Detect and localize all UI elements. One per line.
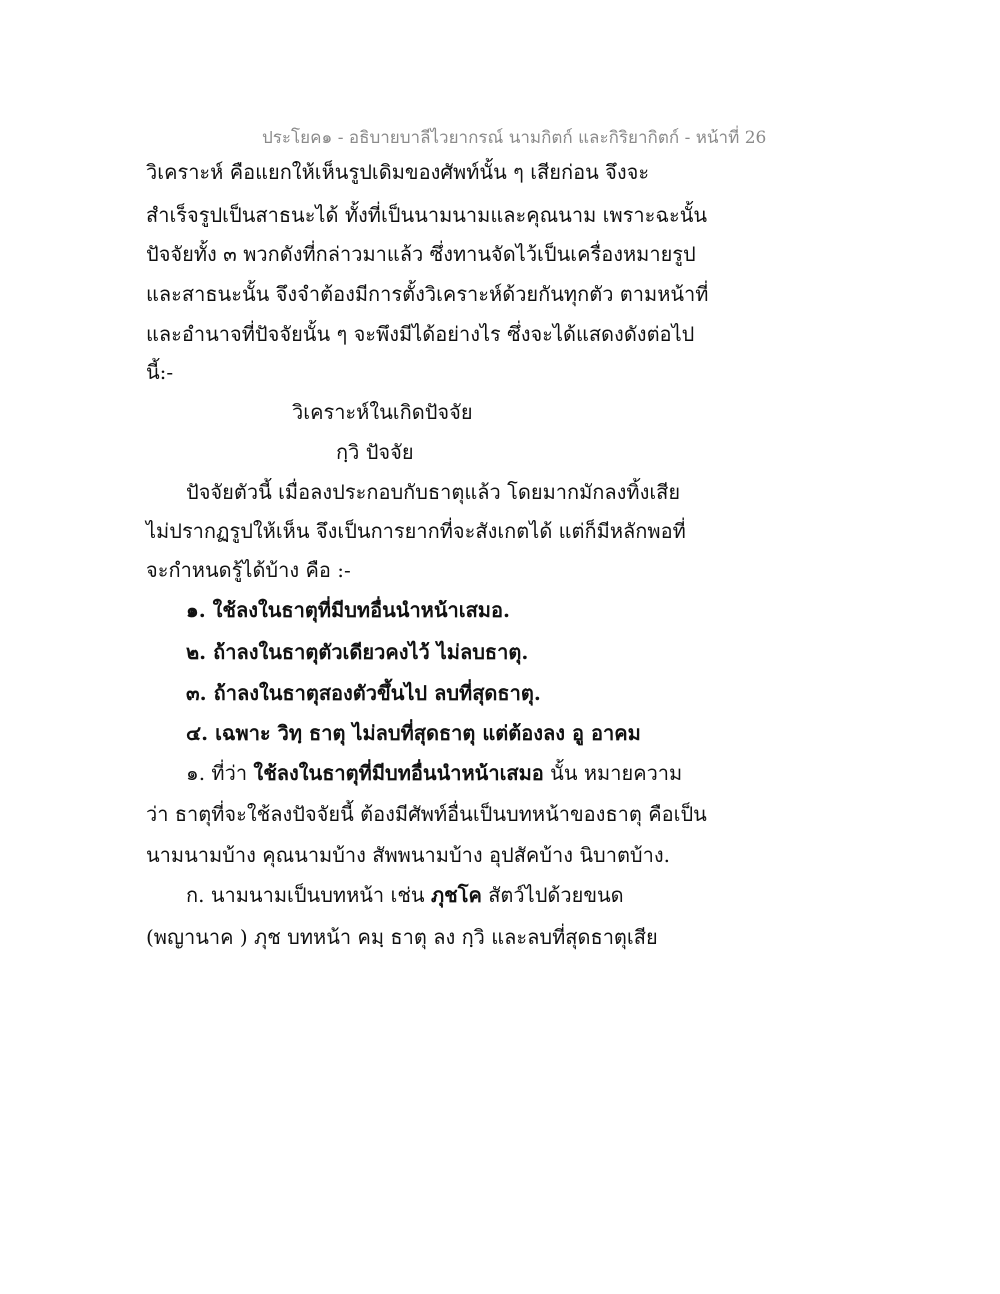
explain-line-3: นามนามบ้าง คุณนามบ้าง สัพพนามบ้าง อุปสัคบ้าง นิบาตบ้าง. xyxy=(146,843,670,867)
intro-line-5: และอำนาจที่ปัจจัยนั้น ๆ จะพึงมีได้อย่างไร ซึ่งจะได้แสดงดังต่อไป xyxy=(146,322,695,346)
para1-line-1: ปัจจัยตัวนี้ เมื่อลงประกอบกับธาตุแล้ว โดยมากมักลงทิ้งเสีย xyxy=(186,480,681,504)
rule-2: ๒. ถ้าลงในธาตุตัวเดียวคงไว้ ไม่ลบธาตุ. xyxy=(186,640,529,664)
intro-line-3: ปัจจัยทั้ง ๓ พวกดังที่กล่าวมาแล้ว ซึ่งทานจัดไว้เป็นเครื่องหมายรูป xyxy=(146,242,696,266)
explain-line-1 xyxy=(186,761,682,785)
explain-prefix: ๑. ที่ว่า xyxy=(186,761,254,785)
example-prefix: ก. นามนามเป็นบทหน้า เช่น xyxy=(186,883,431,907)
section-subtitle: กฺวิ ปัจจัย xyxy=(336,440,414,464)
explain-bold: ใช้ลงในธาตุที่มีบทอื่นนำหน้าเสมอ xyxy=(253,761,544,785)
intro-line-2: สำเร็จรูปเป็นสาธนะได้ ทั้งที่เป็นนามนามและคุณนาม เพราะฉะนั้น xyxy=(146,203,708,227)
para1-line-3: จะกำหนดรู้ได้บ้าง คือ :- xyxy=(146,558,351,582)
section-title: วิเคราะห์ในเกิดปัจจัย xyxy=(292,400,473,424)
explain-line-2: ว่า ธาตุที่จะใช้ลงปัจจัยนี้ ต้องมีศัพท์อื่นเป็นบทหน้าของธาตุ คือเป็น xyxy=(146,802,707,826)
rule-3: ๓. ถ้าลงในธาตุสองตัวขึ้นไป ลบที่สุดธาตุ. xyxy=(186,681,541,705)
rule-1: ๑. ใช้ลงในธาตุที่มีบทอื่นนำหน้าเสมอ. xyxy=(186,598,510,622)
explain-suffix: นั้น หมายความ xyxy=(543,761,683,785)
example-line-1 xyxy=(186,883,624,907)
page-header: ประโยค๑ - อธิบายบาลีไวยากรณ์ นามกิตก์ และกิริยากิตก์ - หน้าที่ 26 xyxy=(262,128,767,148)
rule-4: ๔. เฉพาะ วิทฺ ธาตุ ไม่ลบที่สุดธาตุ แต่ต้องลง อู อาคม xyxy=(186,721,641,745)
intro-line-6: นี้:- xyxy=(146,360,174,384)
intro-line-1: วิเคราะห์ คือแยกให้เห็นรูปเดิมของศัพท์นั้น ๆ เสียก่อน จึงจะ xyxy=(146,160,650,184)
example-suffix: สัตว์ไปด้วยขนด xyxy=(481,883,624,907)
intro-line-4: และสาธนะนั้น จึงจำต้องมีการตั้งวิเคราะห์ด้วยกันทุกตัว ตามหน้าที่ xyxy=(146,282,709,306)
example-bold: ภุชโค xyxy=(430,883,482,907)
para1-line-2: ไม่ปรากฏรูปให้เห็น จึงเป็นการยากที่จะสังเกตได้ แต่ก็มีหลักพอที่ xyxy=(146,519,686,543)
example-line-2: (พญานาค ) ภุช บทหน้า คมฺ ธาตุ ลง กฺวิ และลบที่สุดธาตุเสีย xyxy=(146,925,658,949)
